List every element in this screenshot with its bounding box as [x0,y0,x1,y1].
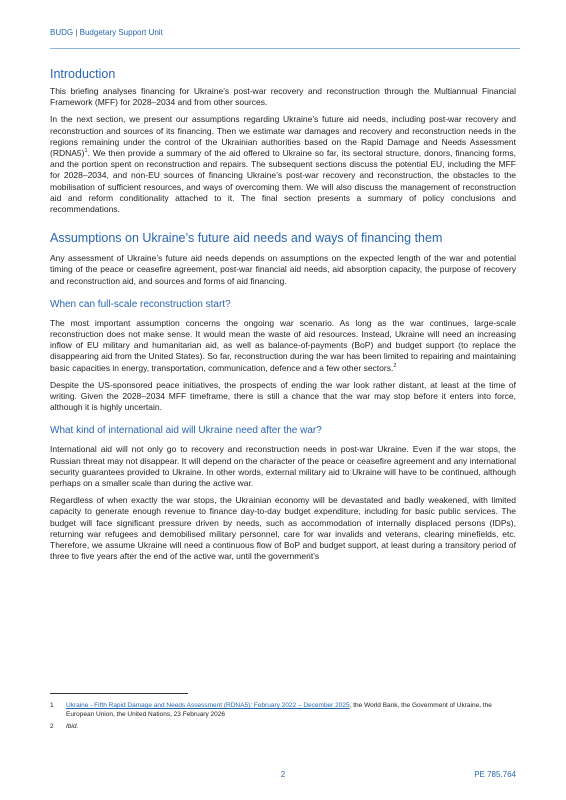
footnote-number: 1 [50,702,54,709]
when-paragraph-2: Despite the US-sponsored peace initiatives, the prospects of ending the war look rather distant, at least at the time of writing. Given the 2028–2034 MFF timeframe, there is still a chance that the war may stop before it enters into force, although it is highly uncertain. [50,379,516,413]
heading-introduction: Introduction [50,67,116,81]
footnotes [50,701,516,734]
main-content [50,66,516,563]
when-paragraph-1 [50,318,516,374]
heading-assumptions: Assumptions on Ukraine’s future aid needs and ways of financing them [50,231,443,246]
when-paragraph-1-text: The most important assumption concerns the ongoing war scenario. As long as the war continues, large-scale reconstruction does not make sense. It would mean the waste of aid resources. Instead, Ukraine will need an increasing inflow of EU military and humanitarian aid, as well as balance-of-payments (BoP) and budget support (to replace the disappearing aid from the United States). So far, reconstruction during the war has been limited to repairing and maintaining basic capacities in energy, transportation, communication, defence and a few other sectors. [50,317,516,373]
footnote-text [66,701,516,719]
intro-paragraph-2-part-a: In the next section, we present our assumptions regarding Ukraine’s future aid needs, including post-war recovery and reconstruction and sources of its financing. Then we estimate war damages and recovery and reconstruction needs in the regions remaining under the control of the Ukrainian authorities based on the Rapid Damage and Needs Assessment (RDNA5) [50,114,516,159]
kind-paragraph-2: Regardless of when exactly the war stops, the Ukrainian economy will be devastated and badly weakened, with limited capacity to generate enough revenue to finance day-to-day budget expenditure, including for basic public services. The budget will face significant pressure driven by needs, such as accommodation of internally displaced persons (IDPs), returning war refugees and demobilised military personnel, care for war invalids and veterans, clearing minefields, etc. Therefore, we assume Ukraine will need a continuous flow of BoP and budget support, at least during a transitory period of three to five years after the end of the active war, until the government’s [50,495,516,562]
footnote-text: Ibid. [66,723,79,730]
footnote-divider [50,693,188,694]
footnote-ref-2[interactable]: 2 [393,362,397,369]
header-divider [50,48,520,49]
rdna5-report-link[interactable]: Ukraine - Fifth Rapid Damage and Needs Assessment (RDNA5): February 2022 – December 2025 [66,702,350,709]
footnote-2 [50,722,516,731]
header-unit-label: BUDG | Budgetary Support Unit [50,28,163,37]
footnote-ref-1[interactable]: 1 [84,148,88,155]
footnote-source-details: , the World Bank, the Government of Ukraine, the European Union, the United Nations, 23 February 2026 [66,702,492,718]
intro-paragraph-2-part-b: . We then provide a summary of the aid offered to Ukraine so far, its sectoral structure, donors, financing forms, and the portion spent on reconstruction and repairs. The subsequent sections discuss the potential EU, including the MFF for 2028–2034, and non-EU sources of financing Ukraine’s post-war recovery and reconstruction, the obstacles to the mobilisation of sufficient resources, and ways of overcoming them. We will also discuss the management of reconstruction aid and reform conditionality attached to it. The final section presents a summary of policy conclusions and recommendations. [50,148,516,215]
footnote-number: 2 [50,723,54,730]
assumptions-paragraph-1: Any assessment of Ukraine’s future aid needs depends on assumptions on the expected length of the war and potential timing of the peace or ceasefire agreement, post-war financial aid needs, aid absorption capacity, the purpose of recovery and reconstruction aid, and sources and forms of aid financing. [50,253,516,286]
heading-kind-of-aid: What kind of international aid will Ukraine need after the war? [50,425,322,437]
page-number: 2 [280,770,286,779]
kind-paragraph-1: International aid will not only go to recovery and reconstruction needs in post-war Ukraine. Even if the war stops, the Russian threat may not disappear. It will depend on the character of the peace or ceasefire agreement and any international security guarantees provided to Ukraine. In other words, external military aid to Ukraine will have to be continued, although perhaps on a smaller scale than during the active war. [50,444,516,489]
footnote-1 [50,701,516,719]
intro-paragraph-1: This briefing analyses financing for Ukraine’s post-war recovery and reconstruction through the Multiannual Financial Framework (MFF) for 2028–2034 and from other sources. [50,86,516,108]
document-reference: PE 785.764 [474,770,516,779]
intro-paragraph-2 [50,114,516,215]
heading-when-reconstruction: When can full-scale reconstruction start? [50,298,231,310]
